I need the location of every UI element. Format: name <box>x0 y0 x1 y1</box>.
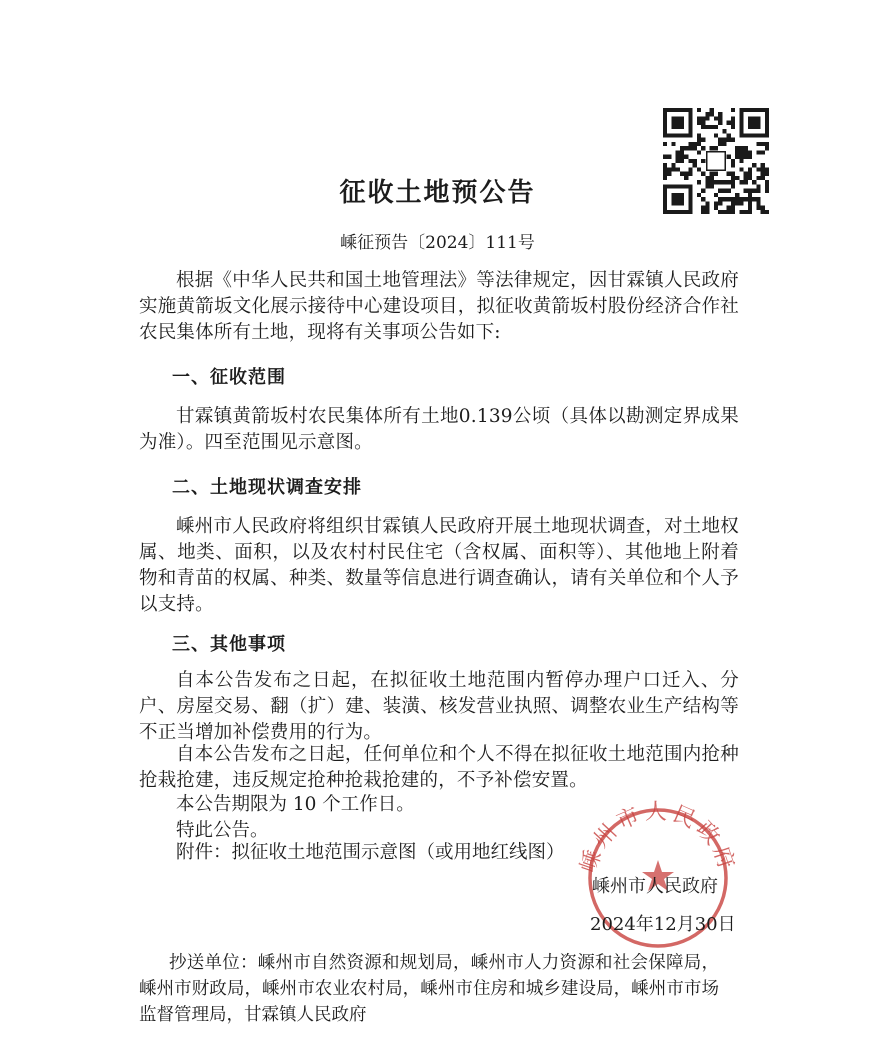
section3-body2: 自本公告发布之日起，任何单位和个人不得在拟征收土地范围内抢种抢栽抢建，违反规定抢种抢栽抢建的，不予补偿安置。 <box>139 744 739 791</box>
document-number: 嵊征预告〔2024〕111号 <box>340 233 535 253</box>
attachment-note[interactable]: 附件：拟征收土地范围示意图（或用地红线图） <box>176 842 565 863</box>
closing-remark: 特此公告。 <box>176 820 269 841</box>
intro-paragraph: 根据《中华人民共和国土地管理法》等法律规定，因甘霖镇人民政府实施黄箭坂文化展示接待中心建设项目，拟征收黄箭坂村股份经济合作社农民集体所有土地，现将有关事项公告如下: <box>139 270 739 343</box>
cc-recipients: 抄送单位：嵊州市自然资源和规划局，嵊州市人力资源和社会保障局，嵊州市财政局，嵊州市农业农村局，嵊州市住房和城乡建设局，嵊州市市场监督管理局，甘霖镇人民政府 <box>139 953 719 1025</box>
signing-date: 2024年12月30日 <box>590 914 736 935</box>
page-title: 征收土地预公告 <box>339 178 536 208</box>
section1-heading: 一、征收范围 <box>172 367 286 388</box>
seal-text: 嵊州市人民政府 <box>576 800 740 876</box>
section2-heading: 二、土地现状调查安排 <box>172 477 362 498</box>
section1-body: 甘霖镇黄箭坂村农民集体所有土地0.139公顷（具体以勘测定界成果为准）。四至范围见示意图。 <box>139 406 739 453</box>
section3-heading: 三、其他事项 <box>172 634 286 655</box>
notice-period: 本公告期限为 10 个工作日。 <box>176 794 415 815</box>
signing-organization: 嵊州市人民政府 <box>592 876 718 897</box>
section3-body1: 自本公告发布之日起，在拟征收土地范围内暂停办理户口迁入、分户、房屋交易、翻（扩）建、装潢、核发营业执照、调整农业生产结构等不正当增加补偿费用的行为。 <box>139 670 739 743</box>
section2-body: 嵊州市人民政府将组织甘霖镇人民政府开展土地现状调查，对土地权属、地类、面积，以及农村村民住宅（含权属、面积等）、其他地上附着物和青苗的权属、种类、数量等信息进行调查确认，请有关单位和个人予以支持。 <box>139 516 739 615</box>
